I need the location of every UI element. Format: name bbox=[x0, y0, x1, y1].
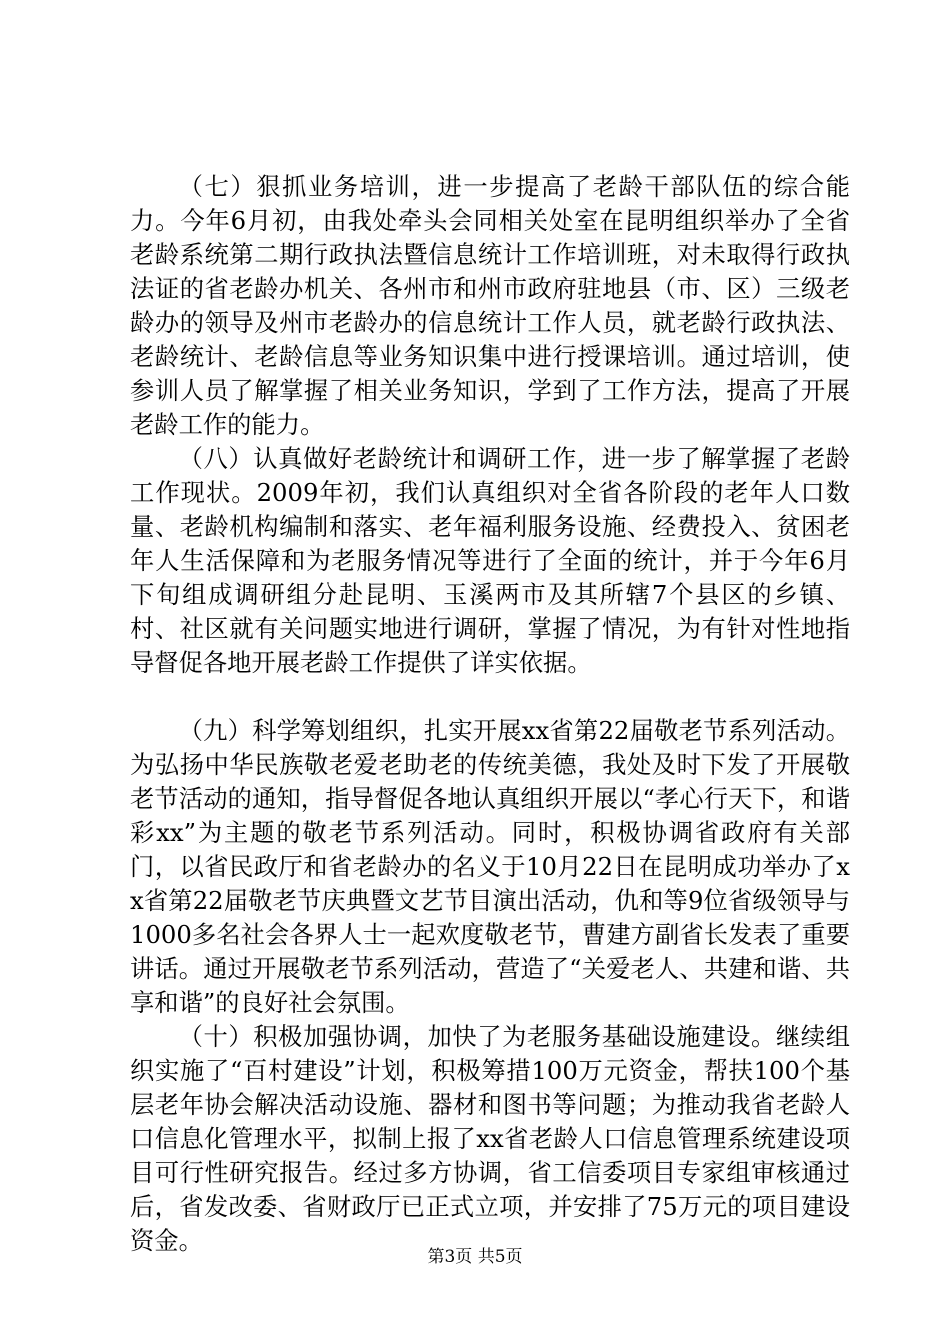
page-number-footer: 第3页 共5页 bbox=[427, 1247, 523, 1267]
document-body bbox=[130, 170, 850, 1258]
paragraph-nine: （九）科学筹划组织，扎实开展xx省第22届敬老节系列活动。为弘扬中华民族敬老爱老助老的传统美德，我处及时下发了开展敬老节活动的通知，指导督促各地认真组织开展以“孝心行天下，和谐彩xx”为主题的敬老节系列活动。同时，积极协调省政府有关部门，以省民政厅和省老龄办的名义于10月22日在昆明成功举办了xx省第22届敬老节庆典暨文艺节目演出活动，仇和等9位省级领导与1000多名社会各界人士一起欢度敬老节，曹建方副省长发表了重要讲话。通过开展敬老节系列活动，营造了“关爱老人、共建和谐、共享和谐”的良好社会氛围。 bbox=[130, 716, 850, 1017]
paragraph-eight: （八）认真做好老龄统计和调研工作，进一步了解掌握了老龄工作现状。2009年初，我们认真组织对全省各阶段的老年人口数量、老龄机构编制和落实、老年福利服务设施、经费投入、贫困老年人生活保障和为老服务情况等进行了全面的统计，并于今年6月下旬组成调研组分赴昆明、玉溪两市及其所辖7个县区的乡镇、村、社区就有关问题实地进行调研，掌握了情况，为有针对性地指导督促各地开展老龄工作提供了详实依据。 bbox=[130, 444, 850, 677]
paragraph-seven: （七）狠抓业务培训，进一步提高了老龄干部队伍的综合能力。今年6月初，由我处牵头会同相关处室在昆明组织举办了全省老龄系统第二期行政执法暨信息统计工作培训班，对未取得行政执法证的省老龄办机关、各州市和州市政府驻地县（市、区）三级老龄办的领导及州市老龄办的信息统计工作人员，就老龄行政执法、老龄统计、老龄信息等业务知识集中进行授课培训。通过培训，使参训人员了解掌握了相关业务知识，学到了工作方法，提高了开展老龄工作的能力。 bbox=[130, 172, 850, 439]
paragraph-ten: （十）积极加强协调，加快了为老服务基础设施建设。继续组织实施了“百村建设”计划，积极筹措100万元资金，帮扶100个基层老年协会解决活动设施、器材和图书等问题；为推动我省老龄人口信息化管理水平，拟制上报了xx省老龄人口信息管理系统建设项目可行性研究报告。经过多方协调，省工信委项目专家组审核通过后，省发改委、省财政厅已正式立项，并安排了75万元的项目建设资金。 bbox=[130, 1022, 850, 1255]
